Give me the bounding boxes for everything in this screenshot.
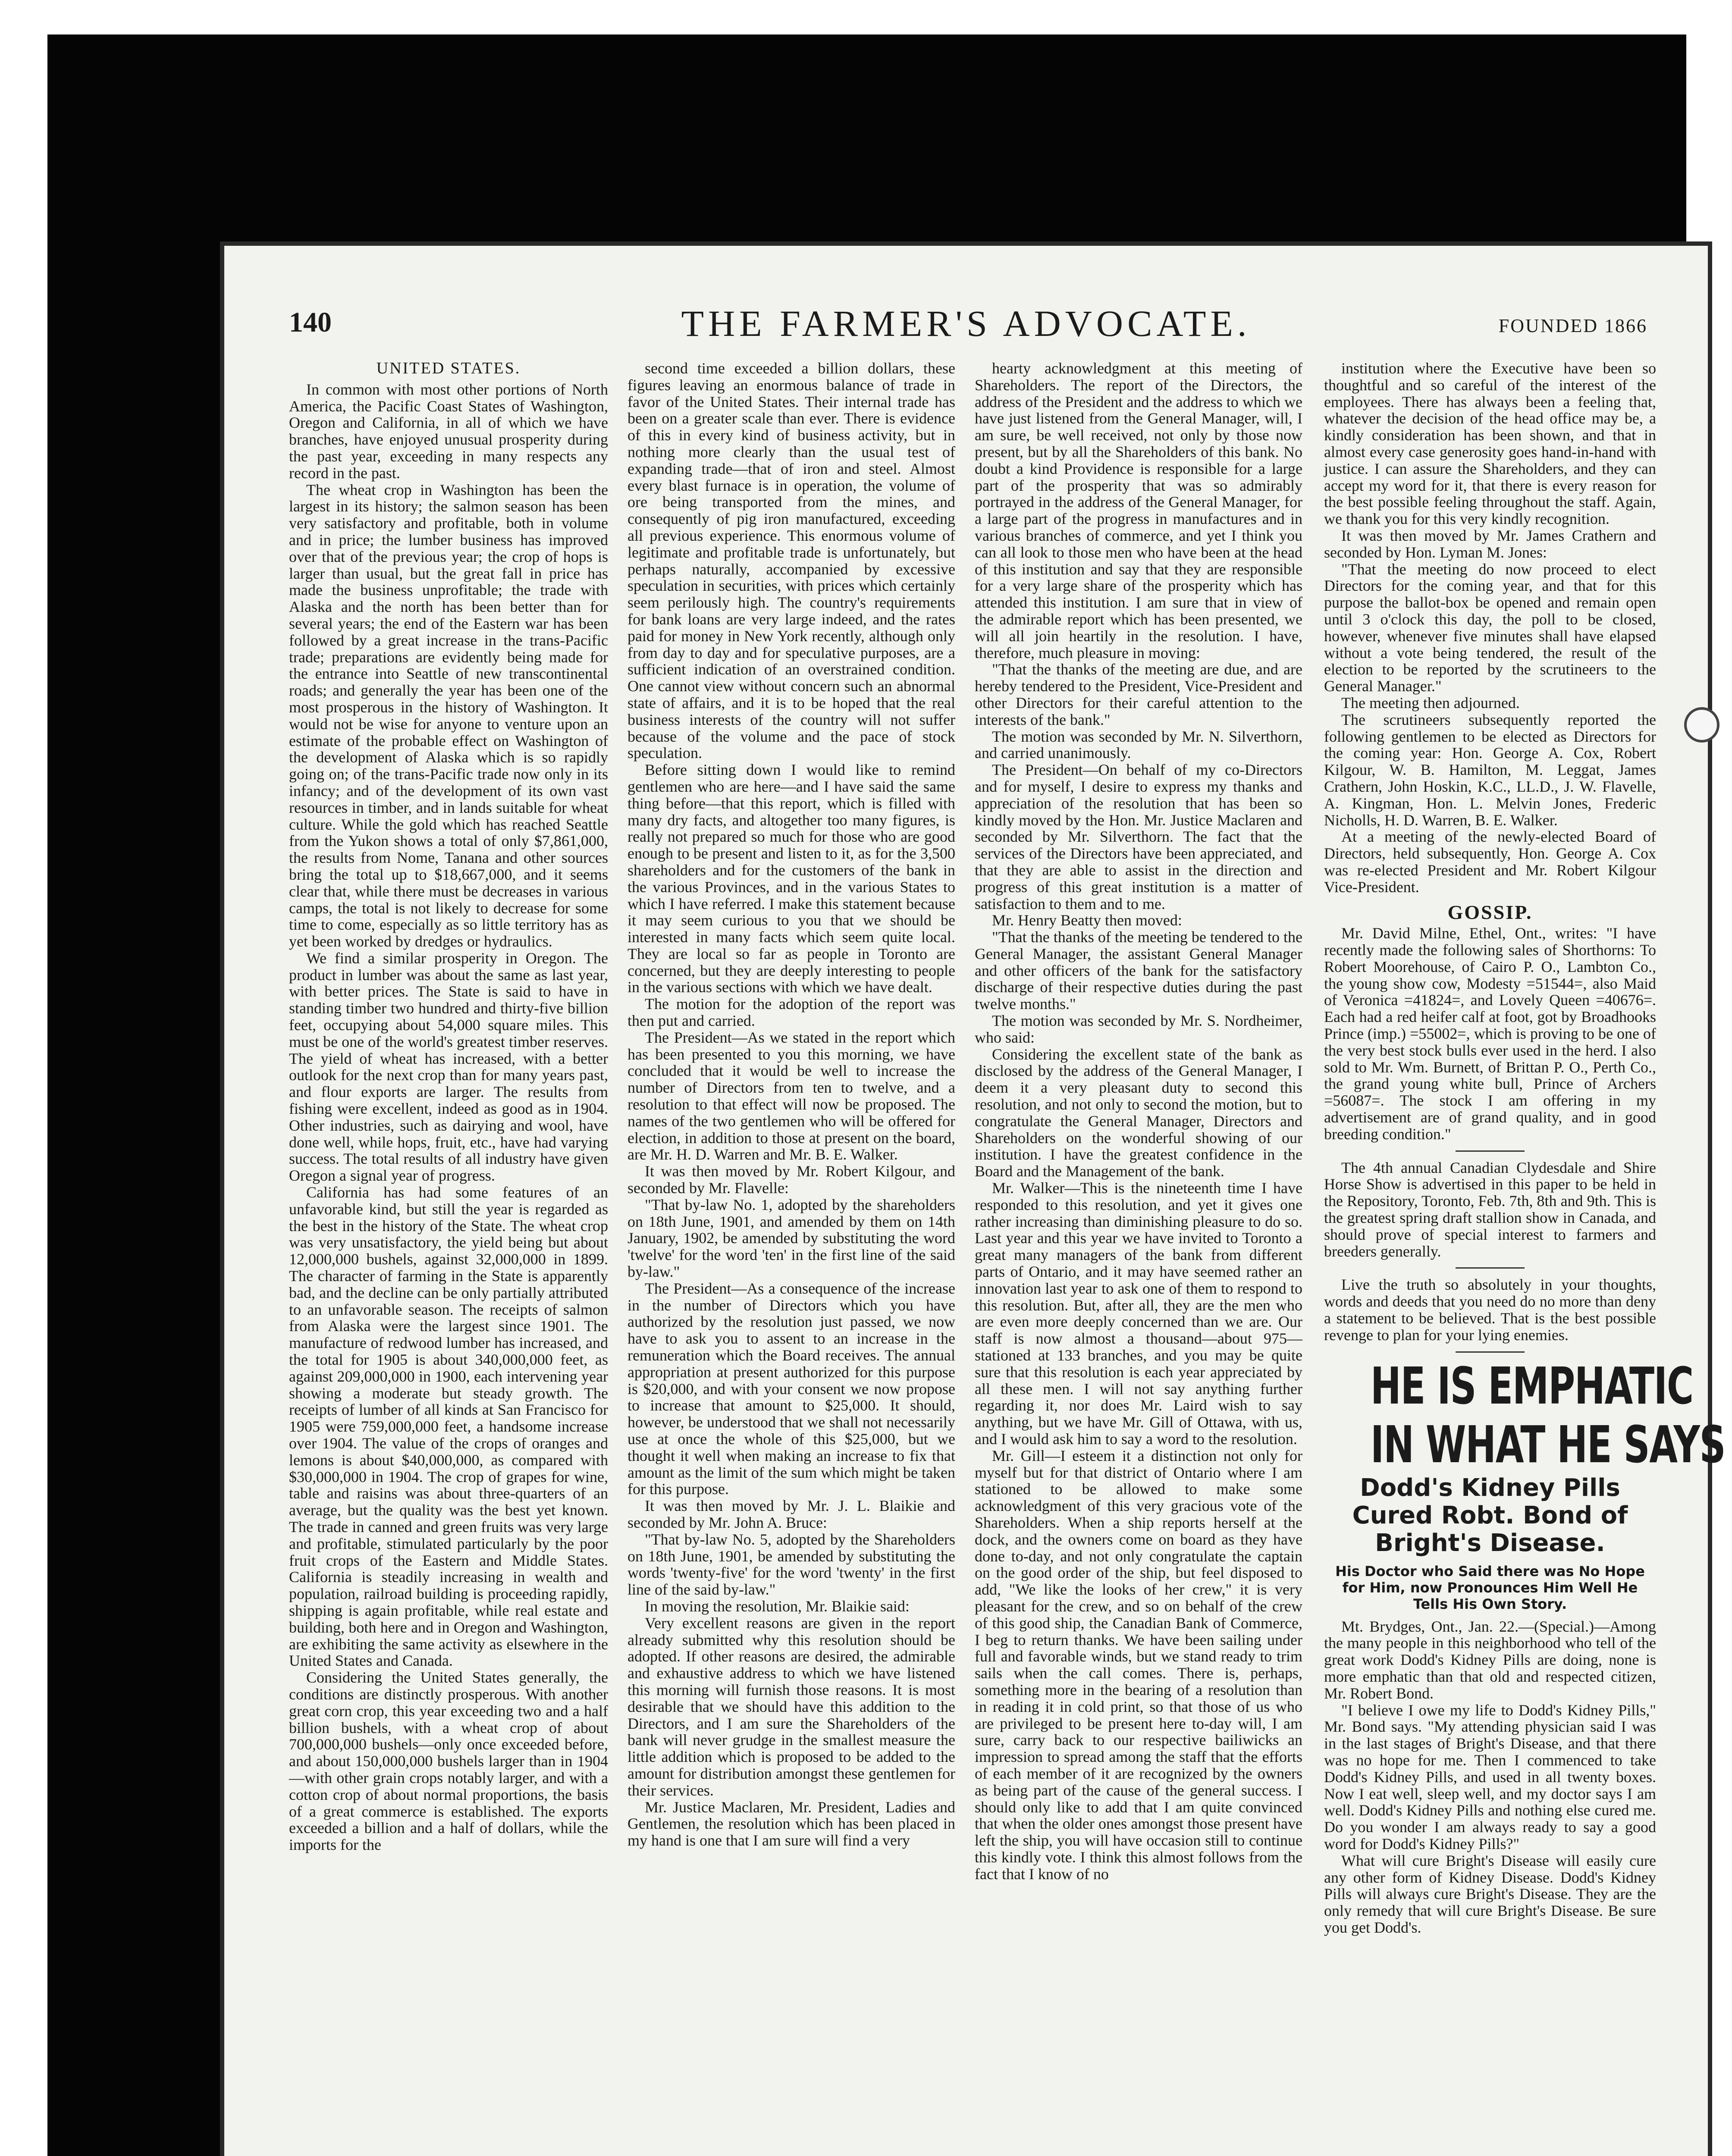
ad-subhead: Dodd's Kidney Pills Cured Robt. Bond of Bright's Disease. bbox=[1352, 1473, 1628, 1557]
paragraph: It was then moved by Mr. Robert Kilgour, and seconded by Mr. Flavelle: bbox=[628, 1163, 955, 1197]
paragraph: What will cure Bright's Disease will easily cure any other form of Kidney Disease. Dodd's Kidney Pills will always cure Bright's Disease. They are the only remedy that will cure Bright's Disease. Be sure you get Dodd's. bbox=[1324, 1852, 1656, 1936]
column-2 bbox=[628, 360, 955, 2156]
paragraph: Mr. Justice Maclaren, Mr. President, Ladies and Gentlemen, the resolution which has been placed in my hand is one that I am sure will find a very bbox=[628, 1798, 955, 1849]
paragraph: institution where the Executive have been so thoughtful and so careful of the interest of the employees. There has always been a feeling that, whatever the decision of the head office may be, a kindly consideration has been shown, and that in almost every case generosity goes hand-in-hand with justice. I can assure the Shareholders, and they can accept my word for it, that there is every reason for the best possible feeling throughout the staff. Again, we thank you for this very kindly recognition. bbox=[1324, 360, 1656, 528]
paragraph: Mt. Brydges, Ont., Jan. 22.—(Special.)—Among the many people in this neighborhood who tell of the great work Dodd's Kidney Pills are doing, none is more emphatic than that old and respected citizen, Mr. Robert Bond. bbox=[1324, 1617, 1656, 1702]
paragraph: Considering the excellent state of the bank as disclosed by the address of the General Manager, I deem it a very pleasant duty to second this resolution, and not only to second the motion, but to congratulate the General Manager, Directors and Shareholders on the wonderful showing of our institution. I have the greatest confidence in the Board and the Management of the bank. bbox=[975, 1045, 1302, 1180]
newspaper-page bbox=[224, 246, 1726, 2156]
paragraph: Mr. Henry Beatty then moved: bbox=[992, 912, 1182, 929]
paragraph: The President—As we stated in the report which has been presented to you this morning, we have concluded that it would be well to increase the number of Directors from ten to twelve, and a resolution to that effect will now be proposed. The names of the two gentlemen who will be offered for election, in addition to those at present on the board, are Mr. H. D. Warren and Mr. B. E. Walker. bbox=[628, 1028, 955, 1163]
paragraph: second time exceeded a billion dollars, these figures leaving an enormous balance of trade in favor of the United States. Their internal trade has been on a greater scale than ever. There is evidence of this in every kind of business activity, but in nothing more clearly than the usual test of expanding trade—that of iron and steel. Almost every blast furnace is in operation, the volume of ore being transported from the mines, and consequently of pig iron manufactured, exceeding all previous experience. This enormous volume of legitimate and profitable trade is unfortunately, but perhaps naturally, accompanied by excessive speculation in securities, with prices which certainly seem perilously high. The country's requirements for bank loans are very large indeed, and the rates paid for money in New York recently, although only from day to day and for speculative purposes, are a sufficient indication of an overstrained condition. One cannot view without concern such an abnormal state of affairs, and it is to be hoped that the real business interests of the country will not suffer because of the volume and the pace of stock speculation. bbox=[628, 360, 955, 762]
paragraph: "That the thanks of the meeting be tendered to the General Manager, the assistant General Manager and other officers of the bank for the satisfactory discharge of their respective duties during the past twelve months." bbox=[975, 928, 1302, 1013]
paragraph: "That the thanks of the meeting are due, and are hereby tendered to the President, Vice-President and other Directors for their careful attention to the interests of the bank." bbox=[975, 661, 1302, 728]
column-4 bbox=[1324, 360, 1726, 2156]
paragraph: In moving the resolution, Mr. Blaikie said: bbox=[645, 1597, 910, 1615]
paragraph: The meeting then adjourned. bbox=[1341, 694, 1520, 711]
ad-deck: His Doctor who Said there was No Hope for Him, now Pronounces Him Well He Tells His Own Story. bbox=[1335, 1563, 1645, 1612]
founded-note: FOUNDED 1866 bbox=[1498, 315, 1647, 336]
paragraph: Considering the United States generally, the conditions are distinctly prosperous. With another great corn crop, this year exceeding two and a half billion bushels, with a wheat crop of about 700,000,000 bushels—only once exceeded before, and about 150,000,000 bushels larger than in 1904—with other grain crops notably larger, and with a cotton crop of about normal proportions, the basis of a great commerce is established. The exports exceeded a billion and a half of dollars, while the imports for the bbox=[289, 1669, 608, 1854]
paragraph: Mr. David Milne, Ethel, Ont., writes: "I have recently made the following sales of Shorthorns: To Robert Moorehouse, of Cairo P. O., Lambton Co., the young show cow, Modesty =51544=, also Maid of Veronica =41824=, and Lovely Queen =40676=. Each had a red heifer calf at foot, got by Broadhooks Prince (imp.) =55002=, which is proving to be one of the very best stock bulls ever used in the herd. I also sold to Mr. Wm. Burnett, of Brittan P. O., Perth Co., the grand young white bull, Prince of Archers =56087=. The stock I am offering in my advertisement are of grand quality, and in good breeding condition." bbox=[1324, 924, 1656, 1143]
paragraph: Live the truth so absolutely in your thoughts, words and deeds that you need do no more than deny a statement to be believed. That is the best possible revenge to plan for your lying enemies. bbox=[1324, 1276, 1656, 1344]
paragraph: We find a similar prosperity in Oregon. The product in lumber was about the same as last year, with better prices. The State is said to have in standing timber two hundred and thirty-five billion feet, occupying about 54,000 square miles. This must be one of the world's greatest timber reserves. The yield of wheat has increased, with a better outlook for the next crop than for many years past, and flour exports are larger. The results from fishing were excellent, indeed as good as in 1904. Other industries, such as dairying and wool, have done well, while hops, fruit, etc., have had varying success. The total results of all industry have given Oregon a signal year of progress. bbox=[289, 949, 608, 1185]
paragraph: "That by-law No. 1, adopted by the shareholders on 18th June, 1901, and amended by them on 14th January, 1902, be amended by substituting the word 'twelve' for the word 'ten' in the first line of the said by-law." bbox=[628, 1196, 955, 1281]
column-1 bbox=[289, 360, 608, 2156]
paragraph: The motion was seconded by Mr. N. Silverthorn, and carried unanimously. bbox=[975, 727, 1302, 762]
paragraph: It was then moved by Mr. James Crathern and seconded by Hon. Lyman M. Jones: bbox=[1324, 526, 1656, 561]
ad-headline-line2: IN WHAT HE SAYS bbox=[1370, 1414, 1726, 1474]
paragraph: "I believe I owe my life to Dodd's Kidney Pills," Mr. Bond says. "My attending physician said I was in the last stages of Bright's Disease, and that there was no hope for me. Then I commenced to take Dodd's Kidney Pills, and used in all twenty boxes. Now I eat well, sleep well, and my doctor says I am well. Dodd's Kidney Pills and nothing else cured me. Do you wonder I am always ready to say a good word for Dodd's Kidney Pills?" bbox=[1324, 1701, 1656, 1852]
paragraph: The 4th annual Canadian Clydesdale and Shire Horse Show is advertised in this paper to be held in the Repository, Toronto, Feb. 7th, 8th and 9th. This is the greatest spring draft stallion show in Canada, and should prove of special interest to farmers and breeders generally. bbox=[1324, 1159, 1656, 1260]
column-3 bbox=[975, 360, 1302, 2156]
paragraph: It was then moved by Mr. J. L. Blaikie and seconded by Mr. John A. Bruce: bbox=[628, 1497, 955, 1531]
paragraph: hearty acknowledgment at this meeting of Shareholders. The report of the Directors, the address of the President and the address to which we have just listened from the General Manager, will, I am sure, be well received, not only by those now present, but by all the Shareholders of this bank. No doubt a kind Providence is responsible for a large part of the prosperity that was so admirably portrayed in the address of the General Manager, for a large part of the progress in manufactures and in various branches of commerce, and yet I think you can all look to those men who have been at the head of this institution and say that they are responsible for a very large share of the prosperity which has attended this institution. I am sure that in view of the admirable report which has been presented, we will all join heartily in the resolution. I have, therefore, much pleasure in moving: bbox=[975, 360, 1302, 661]
paragraph: Mr. Walker—This is the nineteenth time I have responded to this resolution, and yet it gives one rather increasing than diminishing pleasure to do so. Last year and this year we have invited to Toronto a great many managers of the bank from different parts of Ontario, and it may have seemed rather an innovation last year to ask one of them to respond to this resolution. But, after all, they are the men who are even more deeply concerned than we are. Our staff is now almost a thousand—about 975—stationed at 133 branches, and you may be quite sure that this resolution is each year appreciated by all these men. I will not say anything further regarding it, nor does Mr. Laird wish to say anything, but we have Mr. Gill of Ottawa, with us, and I would ask him to say a word to the resolution. bbox=[975, 1179, 1302, 1448]
section-heading: UNITED STATES. bbox=[376, 359, 521, 377]
paragraph: In common with most other portions of North America, the Pacific Coast States of Washington, Oregon and California, in all of which we have branches, have enjoyed unusual prosperity during the past year, exceeding in many respects any record in the past. bbox=[289, 380, 608, 482]
divider bbox=[1456, 1150, 1525, 1152]
divider bbox=[1456, 1351, 1525, 1353]
gossip-heading: GOSSIP. bbox=[1447, 901, 1533, 923]
page-header bbox=[224, 303, 1708, 354]
page-number: 140 bbox=[289, 307, 332, 338]
ad-headline-line1: HE IS EMPHATIC bbox=[1370, 1356, 1693, 1416]
paragraph: "That by-law No. 5, adopted by the Shareholders on 18th June, 1901, be amended by substituting the words 'twenty-five' for the word 'twenty' in the first line of the said by-law." bbox=[628, 1530, 955, 1598]
paragraph: The scrutineers subsequently reported the following gentlemen to be elected as Directors for the coming year: Hon. George A. Cox, Robert Kilgour, W. B. Hamilton, M. Leggat, James Crathern, John Hoskin, K.C., LL.D., J. W. Flavelle, A. Kingman, Hon. L. Melvin Jones, Frederic Nicholls, H. D. Warren, B. E. Walker. bbox=[1324, 711, 1656, 829]
binding-hole bbox=[1684, 707, 1719, 743]
journal-title: THE FARMER'S ADVOCATE. bbox=[681, 303, 1251, 344]
paragraph: The President—On behalf of my co-Directors and for myself, I desire to express my thanks and appreciation of the resolution that has been so kindly moved by the Hon. Mr. Justice Maclaren and seconded by Mr. Silverthorn. The fact that the services of the Directors have been appreciated, and that they are able to assist in the direction and progress of this great institution is a matter of satisfaction to them and to me. bbox=[975, 761, 1302, 912]
paragraph: The President—As a consequence of the increase in the number of Directors which you have authorized by the resolution just passed, we now have to ask you to assent to an increase in the remuneration which the Board receives. The annual appropriation at present authorized for this purpose is $20,000, and with your consent we now propose to increase that amount to $25,000. It should, however, be understood that we shall not necessarily use at once the whole of this $25,000, but we thought it well when making an increase to fix that amount as the limit of the sum which might be taken for this purpose. bbox=[628, 1279, 955, 1498]
paragraph: Before sitting down I would like to remind gentlemen who are here—and I have said the same thing before—that this report, which is filled with many dry facts, and altogether too many figures, is really not prepared so much for those who are good enough to be present and listen to it, as for the 3,500 shareholders and for the customers of the bank in the various Provinces, and in the various States to which I have referred. I make this statement because it may seem curious to you that we should be interested in many facts which seem quite local. They are local so far as people in Toronto are concerned, but they are deeply interesting to people in the various sections with which we have dealt. bbox=[628, 761, 955, 996]
paragraph: Very excellent reasons are given in the report already submitted why this resolution should be adopted. If other reasons are desired, the admirable and exhaustive address to which we have listened this morning will furnish those reasons. It is most desirable that we should have this addition to the Directors, and I am sure the Shareholders of the bank will never grudge in the smallest measure the little addition which is proposed to be added to the amount for distribution amongst these gentlemen for their services. bbox=[628, 1614, 955, 1799]
paragraph: The motion for the adoption of the report was then put and carried. bbox=[628, 995, 955, 1030]
paragraph: "That the meeting do now proceed to elect Directors for the coming year, and that for this purpose the ballot-box be opened and remain open until 3 o'clock this day, the poll to be closed, however, whenever five minutes shall have elapsed without a vote being tendered, the result of the election to be reported by the scrutineers to the General Manager." bbox=[1324, 560, 1656, 695]
paragraph: The wheat crop in Washington has been the largest in its history; the salmon season has been very satisfactory and profitable, both in volume and in price; the lumber business has improved over that of the previous year; the crop of hops is larger than usual, but the great fall in price has made the business unprofitable; the trade with Alaska and the north has been better than for several years; the end of the Eastern war has been followed by a great increase in the trans-Pacific trade; preparations are evidently being made for the entrance into Seattle of new transcontinental roads; and generally the year has been one of the most prosperous in the history of Washington. It would not be wise for anyone to venture upon an estimate of the probable effect on Washington of the development of Alaska which is so rapidly going on; of the trans-Pacific trade now only in its infancy; and of the development of its own vast resources in timber, and in lands suitable for wheat culture. While the gold which has reached Seattle from the Yukon shows a total of only $7,861,000, the results from Nome, Tanana and other sources bring the total up to $18,667,000, and it seems clear that, while there must be decreases in various camps, the total is not likely to decrease for some time to come, especially as so little territory has as yet been worked by dredges or hydraulics. bbox=[289, 481, 608, 950]
paragraph: California has had some features of an unfavorable kind, but still the year is regarded as the best in the history of the State. The wheat crop was very unsatisfactory, the yield being but about 12,000,000 bushels, against 32,000,000 in 1899. The character of farming in the State is apparently bad, and the decline can be only partially attributed to an unfavorable season. The receipts of salmon from Alaska were the largest since 1901. The manufacture of redwood lumber has increased, and the total for 1905 is about 340,000,000 feet, as against 209,000,000 in 1900, each intervening year showing a moderate but steady growth. The receipts of lumber of all kinds at San Francisco for 1905 were 759,000,000 feet, a handsome increase over 1904. The value of the crops of oranges and lemons is about $40,000,000, as compared with $30,000,000 in 1904. The crop of grapes for wine, table and raisins was about three-quarters of an average, but the quality was the best yet known. The trade in canned and green fruits was very large and profitable, stimulated particularly by the poor fruit crops of the Eastern and Middle States. California is steadily increasing in wealth and population, railroad building is proceeding rapidly, shipping is again profitable, while real estate and building, both here and in Oregon and Washington, are exhibiting the same activity as elsewhere in the United States and Canada. bbox=[289, 1184, 608, 1670]
paragraph: At a meeting of the newly-elected Board of Directors, held subsequently, Hon. George A. Cox was re-elected President and Mr. Robert Kilgour Vice-President. bbox=[1324, 828, 1656, 896]
divider bbox=[1456, 1267, 1525, 1269]
paragraph: The motion was seconded by Mr. S. Nordheimer, who said: bbox=[975, 1012, 1302, 1046]
paragraph: Mr. Gill—I esteem it a distinction not only for myself but for that district of Ontario where I am stationed to be allowed to make some acknowledgment of this very gracious vote of the Shareholders. When a ship reports herself at the dock, and the owners come on board as they have done to-day, and not only congratulate the captain on the good order of the ship, but feel disposed to add, "We like the looks of her crew," it is very pleasant for the crew, and so on behalf of the crew of this good ship, the Canadian Bank of Commerce, I beg to return thanks. We have been sailing under full and favorable winds, but we stand ready to trim sails when the call comes. There is, perhaps, something more in the bearing of a resolution than in reading it in cold print, so that those of us who are privileged to be present here to-day will, I am sure, carry back to our respective bailiwicks an impression to spread among the staff that the efforts of each member of it are recognized by the owners as being part of the cause of the general success. I should only like to add that I am quite convinced that when the older ones amongst those present have left the ship, you will have occasion still to continue this kindly vote. I think this almost follows from the fact that I know of no bbox=[975, 1447, 1302, 1883]
